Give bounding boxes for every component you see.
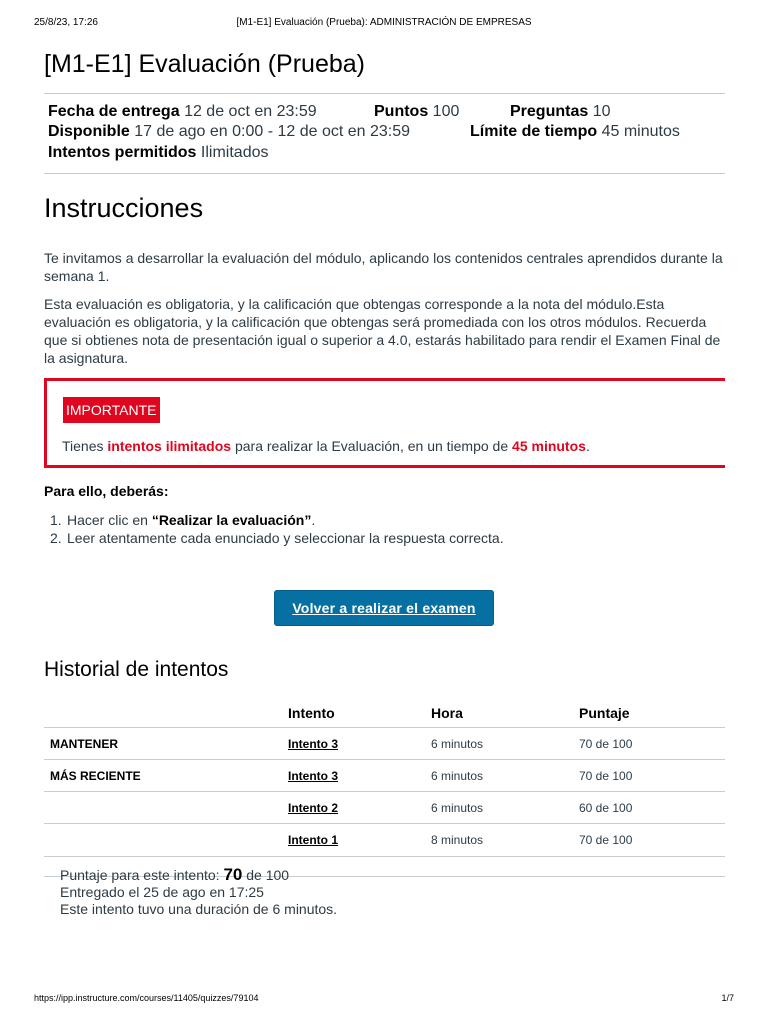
attempt-link[interactable]: Intento 2	[288, 801, 338, 815]
step-number: 1.	[50, 512, 62, 528]
allowed-attempts	[48, 144, 268, 162]
column-header-time: Hora	[431, 705, 463, 721]
points	[374, 103, 459, 121]
important-text-part: .	[585, 438, 590, 454]
attempt-score-line	[60, 866, 337, 884]
page-number: 1/7	[721, 993, 734, 1003]
allowed-attempts-label: Intentos permitidos	[48, 144, 197, 161]
table-row	[44, 727, 725, 760]
print-page-title: [M1-E1] Evaluación (Prueba): ADMINISTRACIÓN DE EMPRESAS	[236, 17, 532, 28]
score-label: Puntaje para este intento:	[60, 867, 224, 883]
step-item	[50, 529, 504, 547]
time-limit	[470, 123, 680, 141]
attempt-summary	[60, 866, 337, 918]
attempt-history-heading: Historial de intentos	[44, 658, 229, 681]
questions-label: Preguntas	[510, 103, 589, 120]
time-limit-label: Límite de tiempo	[470, 123, 598, 140]
print-datetime: 25/8/23, 17:26	[34, 17, 98, 28]
print-header	[34, 17, 734, 31]
step-text: Leer atentamente cada enunciado y seleccionar la respuesta correcta.	[67, 530, 504, 546]
step-number: 2.	[50, 530, 62, 546]
attempt-time: 6 minutos	[431, 801, 484, 815]
column-header-attempt: Intento	[288, 705, 335, 721]
attempt-score: 70 de 100	[579, 769, 633, 783]
steps-intro: Para ello, deberás:	[44, 483, 169, 499]
step-item	[50, 511, 504, 529]
steps-list	[50, 511, 504, 547]
attempt-time: 6 minutos	[431, 737, 484, 751]
due-date-label: Fecha de entrega	[48, 103, 180, 120]
instructions-paragraph: Te invitamos a desarrollar la evaluación del módulo, aplicando los contenidos centrales aprendidos durante la semana 1.	[44, 250, 723, 284]
instructions-paragraph: Esta evaluación es obligatoria, y la calificación que obtengas corresponde a la nota del módulo.Esta evaluación es obligatoria, y la calificación que obtengas será promediada con los otros módulos. Recuerda que si obtienes nota de presentación igual o superior a 4.0, estarás habilitado para rendir el Examen Final de la asignatura.	[44, 296, 721, 366]
table-row	[44, 823, 725, 857]
print-footer	[34, 993, 734, 1007]
score-total: de 100	[242, 867, 290, 883]
column-header-score: Puntaje	[579, 705, 630, 721]
quiz-title: [M1-E1] Evaluación (Prueba)	[44, 50, 365, 78]
attempt-score: 60 de 100	[579, 801, 633, 815]
important-text	[62, 438, 590, 454]
step-text: Hacer clic en	[67, 512, 152, 528]
allowed-attempts-value: Ilimitados	[200, 144, 269, 161]
attempt-score: 70 de 100	[579, 833, 633, 847]
table-row	[44, 759, 725, 792]
step-strong: “Realizar la evaluación”	[151, 512, 312, 528]
retake-quiz-button[interactable]: Volver a realizar el examen	[274, 590, 494, 626]
divider	[44, 173, 725, 174]
attempt-status-label: MÁS RECIENTE	[50, 769, 141, 783]
attempt-time: 8 minutos	[431, 833, 484, 847]
attempt-duration: Este intento tuvo una duración de 6 minutos.	[60, 901, 338, 917]
points-value: 100	[432, 103, 460, 120]
attempt-link[interactable]: Intento 1	[288, 833, 338, 847]
availability-label: Disponible	[48, 123, 130, 140]
attempt-link[interactable]: Intento 3	[288, 737, 338, 751]
due-date-value: 12 de oct en 23:59	[184, 103, 317, 120]
unlimited-attempts-highlight: intentos ilimitados	[107, 438, 232, 454]
important-badge: IMPORTANTE	[63, 397, 160, 423]
due-date	[48, 103, 317, 121]
submitted-date: Entregado el 25 de ago en 17:25	[60, 884, 264, 900]
attempt-link[interactable]: Intento 3	[288, 769, 338, 783]
questions-value: 10	[592, 103, 611, 120]
attempt-time: 6 minutos	[431, 769, 484, 783]
important-text-part: Tienes	[62, 438, 108, 454]
step-text: .	[311, 512, 316, 528]
instructions-heading: Instrucciones	[44, 193, 204, 223]
attempt-status-label: MANTENER	[50, 737, 118, 751]
attempt-score: 70 de 100	[579, 737, 633, 751]
questions	[510, 103, 611, 121]
important-notice	[44, 378, 725, 468]
print-url: https://ipp.instructure.com/courses/11405/quizzes/79104	[34, 993, 259, 1003]
time-limit-highlight: 45 minutos	[512, 438, 586, 454]
table-row	[44, 791, 725, 824]
availability-value: 17 de ago en 0:00 - 12 de oct en 23:59	[134, 123, 411, 140]
points-label: Puntos	[374, 103, 429, 120]
time-limit-value: 45 minutos	[601, 123, 680, 140]
important-text-part: para realizar la Evaluación, en un tiempo de	[231, 438, 513, 454]
availability	[48, 123, 410, 141]
score-value: 70	[223, 865, 243, 884]
divider	[44, 93, 725, 94]
